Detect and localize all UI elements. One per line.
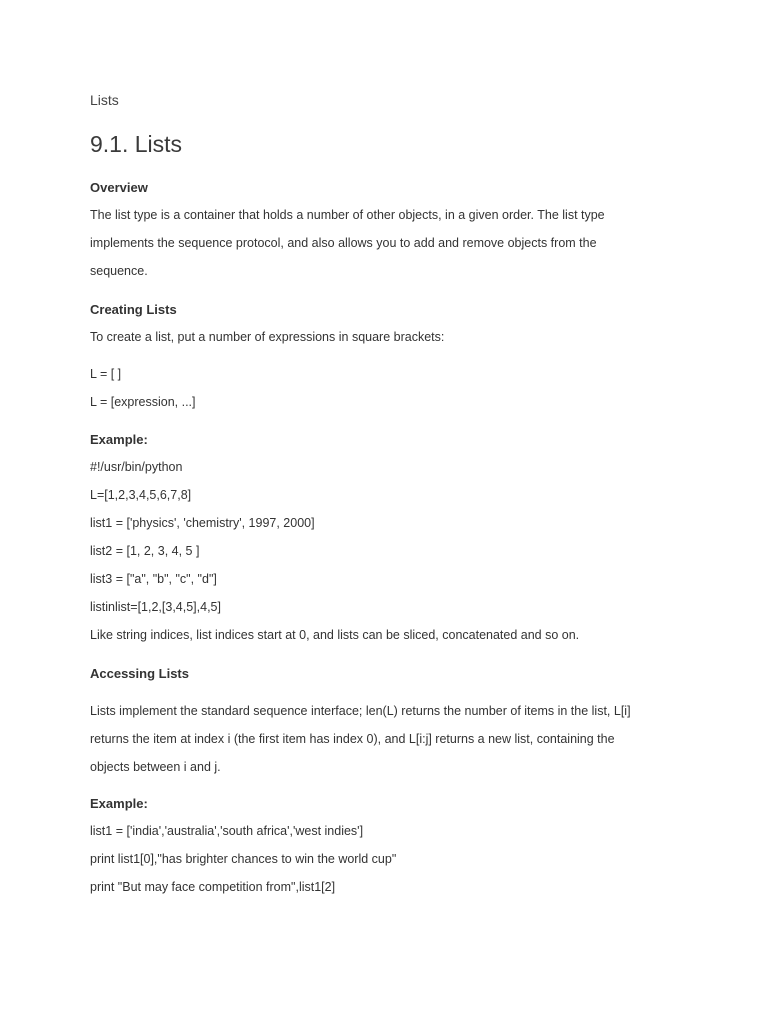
code-line: L = [ ] <box>90 367 122 381</box>
code-line: list1 = ['india','australia','south africa','west indies'] <box>90 824 364 838</box>
code-line: #!/usr/bin/python <box>90 460 183 474</box>
code-line: list3 = ["a", "b", "c", "d"] <box>90 572 217 586</box>
paragraph-line: returns the item at index i (the first item has index 0), and L[i:j] returns a new list, containing the <box>90 732 615 746</box>
paragraph-line: objects between i and j. <box>90 760 221 774</box>
code-line: print "But may face competition from",list1[2] <box>90 880 336 894</box>
code-line: list1 = ['physics', 'chemistry', 1997, 2000] <box>90 516 315 530</box>
paragraph-line: Like string indices, list indices start at 0, and lists can be sliced, concatenated and so on. <box>90 628 580 642</box>
section-heading-accessing-lists: Accessing Lists <box>90 666 189 681</box>
document-label: Lists <box>90 92 119 108</box>
section-heading-creating-lists: Creating Lists <box>90 302 177 317</box>
example-heading: Example: <box>90 796 148 811</box>
paragraph-line: The list type is a container that holds a number of other objects, in a given order. The list type <box>90 208 605 222</box>
code-line: L = [expression, ...] <box>90 395 196 409</box>
code-line: listinlist=[1,2,[3,4,5],4,5] <box>90 600 221 614</box>
paragraph-line: implements the sequence protocol, and also allows you to add and remove objects from the <box>90 236 597 250</box>
paragraph-line: Lists implement the standard sequence interface; len(L) returns the number of items in the list, L[i] <box>90 704 631 718</box>
chapter-title: 9.1. Lists <box>90 131 183 157</box>
paragraph-line: To create a list, put a number of expressions in square brackets: <box>90 330 445 344</box>
section-heading-overview: Overview <box>90 180 148 195</box>
paragraph-line: sequence. <box>90 264 148 278</box>
code-line: list2 = [1, 2, 3, 4, 5 ] <box>90 544 200 558</box>
code-line: print list1[0],"has brighter chances to win the world cup" <box>90 852 397 866</box>
code-line: L=[1,2,3,4,5,6,7,8] <box>90 488 192 502</box>
example-heading: Example: <box>90 432 148 447</box>
